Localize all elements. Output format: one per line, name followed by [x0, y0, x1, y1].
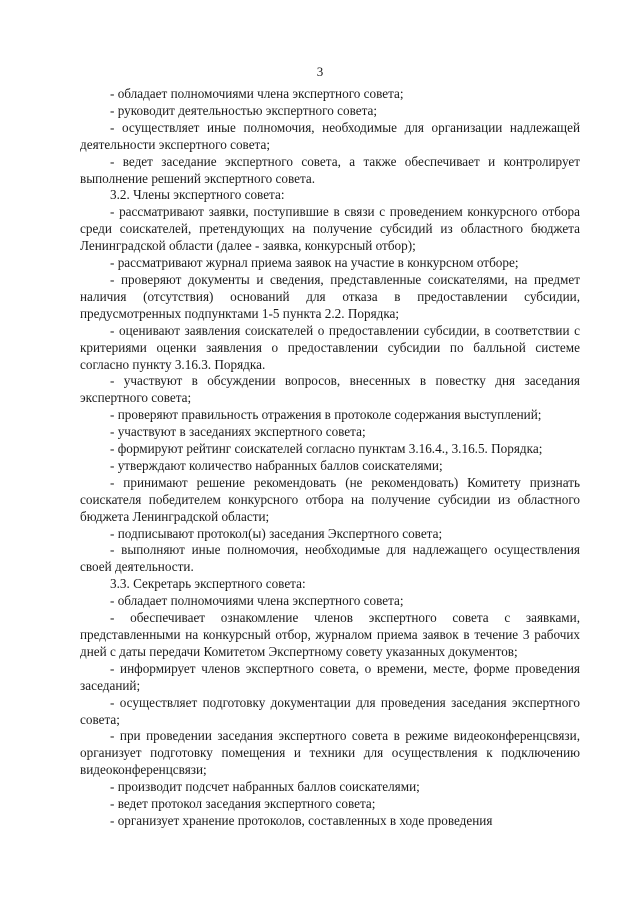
paragraph: - выполняют иные полномочия, необходимые для надлежащего осуществления своей деятельности.: [80, 542, 580, 575]
paragraph: - утверждают количество набранных баллов соискателями;: [110, 457, 443, 473]
paragraph: - организует хранение протоколов, составленных в ходе проведения: [110, 812, 493, 828]
paragraph: - участвуют в обсуждении вопросов, внесенных в повестку дня заседания экспертного совета;: [80, 373, 580, 406]
paragraph: - руководит деятельностью экспертного совета;: [110, 102, 378, 118]
paragraph: 3.3. Секретарь экспертного совета:: [110, 576, 306, 592]
paragraph: - обладает полномочиями члена экспертного совета;: [110, 86, 404, 101]
paragraph: - подписывают протокол(ы) заседания Экспертного совета;: [110, 525, 443, 541]
paragraph: 3.2. Члены экспертного совета:: [110, 187, 285, 203]
paragraph: - рассматривают заявки, поступившие в связи с проведением конкурсного отбора среди соискателей, претендующих на получение субсидий из областного бюджета Ленинградской области (далее - заявка, конкурсный отбор);: [80, 204, 580, 254]
paragraph: - проверяют правильность отражения в протоколе содержания выступлений;: [110, 407, 542, 423]
paragraph: - при проведении заседания экспертного совета в режиме видеоконференцсвязи, организует подготовку помещения и техники для осуществления к подключению видеоконференцсвязи;: [80, 728, 580, 778]
paragraph: - участвуют в заседаниях экспертного совета;: [110, 424, 366, 440]
paragraph: - оценивают заявления соискателей о предоставлении субсидии, в соответствии с критериями оценки заявления о предоставлении субсидии по балльной системе согласно пункту 3.16.3. Порядка.: [80, 322, 580, 372]
paragraph: - обеспечивает ознакомление членов экспертного совета с заявками, представленными на конкурсный отбор, журналом приема заявок в течение 3 рабочих дней с даты передачи Комитетом Экспертному совету указанных документов;: [80, 610, 580, 659]
paragraph: - информирует членов экспертного совета, о времени, месте, форме проведения заседаний;: [80, 660, 580, 693]
paragraph: - формируют рейтинг соискателей согласно пунктам 3.16.4., 3.16.5. Порядка;: [110, 441, 543, 457]
paragraph: - осуществляет иные полномочия, необходимые для организации надлежащей деятельности экспертного совета;: [80, 119, 580, 152]
paragraph: - ведет протокол заседания экспертного совета;: [110, 796, 376, 812]
paragraph: - проверяют документы и сведения, представленные соискателями, на предмет наличия (отсутствия) оснований для отказа в предоставлении субсидии, предусмотренных подпунктами 1-5 пункта 2.2. Порядка;: [80, 271, 580, 321]
paragraph: - обладает полномочиями члена экспертного совета;: [110, 593, 404, 609]
paragraph: - рассматривают журнал приема заявок на участие в конкурсном отборе;: [110, 255, 519, 271]
paragraph: - принимают решение рекомендовать (не рекомендовать) Комитету признать соискателя победителем конкурсного отбора на получение субсидии из областного бюджета Ленинградской области;: [80, 474, 580, 524]
document-body: [80, 86, 580, 830]
paragraph: - осуществляет подготовку документации для проведения заседания экспертного совета;: [80, 694, 580, 727]
paragraph: - производит подсчет набранных баллов соискателями;: [110, 779, 420, 795]
paragraph: - ведет заседание экспертного совета, а также обеспечивает и контролирует выполнение решений экспертного совета.: [80, 153, 580, 186]
page-number: 3: [316, 64, 324, 79]
